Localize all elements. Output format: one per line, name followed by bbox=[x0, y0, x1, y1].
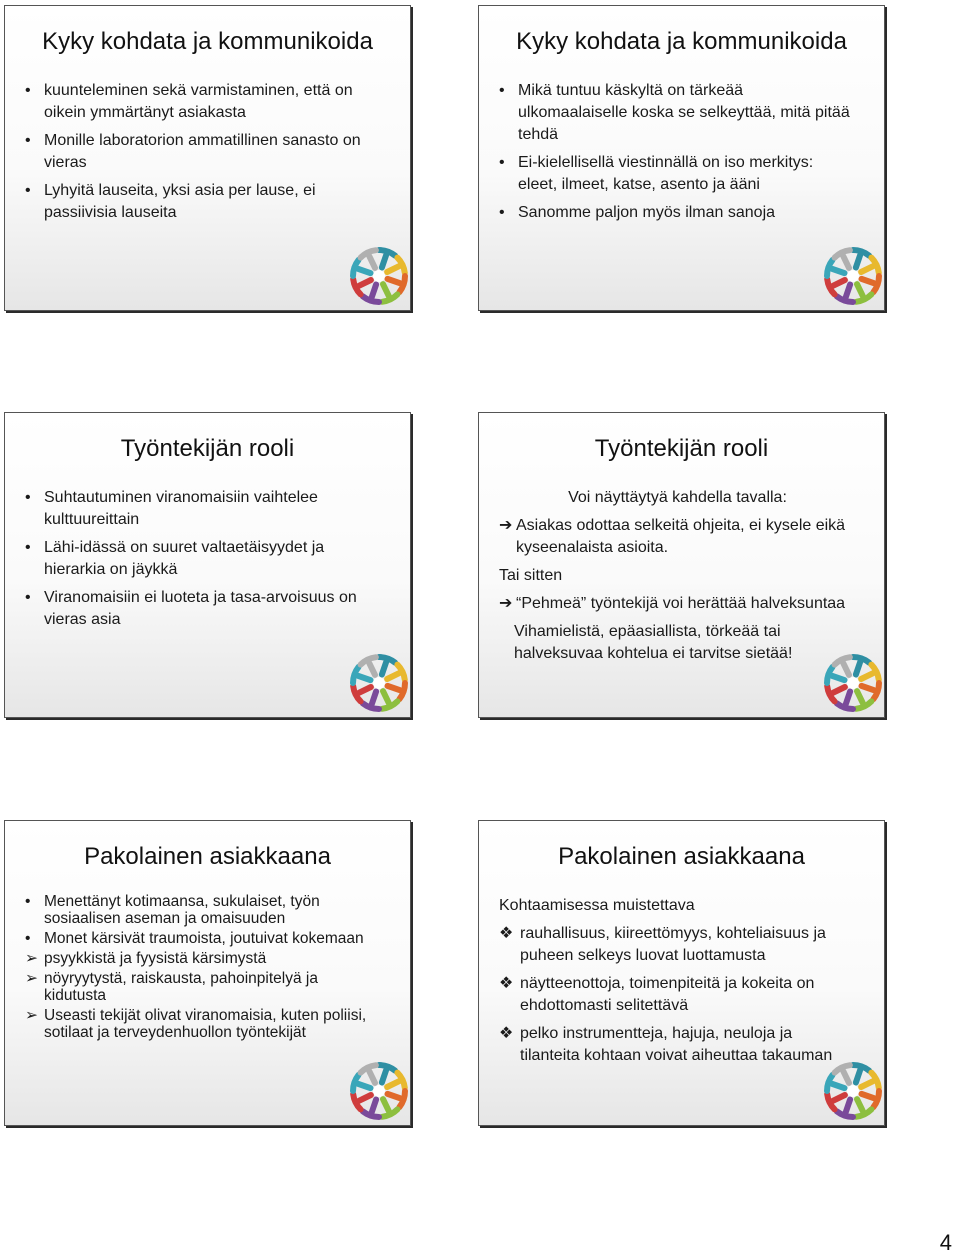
slide-body bbox=[25, 893, 382, 1044]
slide-title: Kyky kohdata ja kommunikoida bbox=[516, 28, 847, 55]
slide-3 bbox=[4, 412, 411, 718]
logo-center bbox=[373, 270, 385, 282]
diamond-bullet-icon: ❖ bbox=[499, 1025, 514, 1042]
middle-text: Tai sitten bbox=[499, 567, 563, 584]
logo-person bbox=[387, 673, 399, 679]
bullet-item: • Ei-kielellisellä viestinnällä on iso merkitys: eleet, ilmeet, katse, asento ja ääni bbox=[499, 154, 814, 193]
logo-person bbox=[861, 673, 873, 679]
logo-person bbox=[856, 255, 860, 267]
logo-center bbox=[847, 677, 859, 689]
people-circle-logo-icon bbox=[346, 1058, 411, 1124]
logo-person bbox=[846, 285, 850, 297]
logo-center bbox=[847, 1085, 859, 1097]
logo-person bbox=[372, 692, 376, 704]
logo-center bbox=[847, 270, 859, 282]
arrow-right-icon: ➔ bbox=[499, 517, 513, 534]
slide-title: Työntekijän rooli bbox=[120, 435, 295, 462]
closing-text: Vihamielistä, epäasiallista, törkeää tai halveksuvaa kohtelua ei tarvitse sietää! bbox=[514, 623, 793, 662]
slide-body bbox=[499, 80, 856, 230]
slide-title: Pakolainen asiakkaana bbox=[558, 843, 805, 870]
slide-1 bbox=[4, 5, 411, 311]
slide-body bbox=[25, 80, 382, 230]
diamond-bullet-item: ❖ rauhallisuus, kiireettömyys, kohteliaisuus ja puheen selkeys luovat luottamusta bbox=[499, 925, 826, 964]
logo-person bbox=[388, 686, 400, 690]
slide-body bbox=[499, 895, 856, 1073]
bullet-dot-icon: • bbox=[25, 893, 31, 910]
bullet-dot-icon: • bbox=[499, 82, 505, 99]
logo-person bbox=[372, 285, 376, 297]
diamond-bullet-icon: ❖ bbox=[499, 925, 514, 942]
bullet-item: • Monille laboratorion ammatillinen sanasto on vieras bbox=[25, 132, 361, 171]
slide-body bbox=[499, 487, 856, 671]
logo-person bbox=[359, 280, 371, 286]
sub-bullet-item: ➢ psyykkistä ja fyysistä kärsimystä bbox=[25, 950, 267, 967]
logo-person bbox=[846, 1100, 850, 1112]
bullet-dot-icon: • bbox=[25, 539, 31, 556]
slide-4 bbox=[478, 412, 885, 718]
logo-person bbox=[861, 1081, 873, 1087]
bullet-dot-icon: • bbox=[25, 82, 31, 99]
logo-person bbox=[857, 1099, 863, 1111]
logo-person bbox=[857, 284, 863, 296]
bullet-item: • Lyhyitä lauseita, yksi asia per lause, ei passiivisia lauseita bbox=[25, 182, 316, 221]
bullet-item: • Mikä tuntuu käskyltä on tärkeää ulkomaalaiselle koska se selkeyttää, mitä pitää tehdä bbox=[499, 82, 850, 143]
arrow-right-icon: ➔ bbox=[499, 595, 513, 612]
logo-person bbox=[383, 284, 389, 296]
page-number: 4 bbox=[939, 1230, 952, 1255]
people-circle-logo-icon bbox=[346, 243, 411, 309]
slide-title: Pakolainen asiakkaana bbox=[84, 843, 331, 870]
intro-text: Voi näyttäytyä kahdella tavalla: bbox=[568, 489, 787, 506]
people-circle-logo-icon bbox=[820, 650, 885, 716]
logo-person bbox=[856, 662, 860, 674]
diamond-bullet-icon: ❖ bbox=[499, 975, 514, 992]
chevron-right-icon: ➢ bbox=[25, 970, 38, 987]
bullet-dot-icon: • bbox=[25, 182, 31, 199]
logo-person bbox=[843, 663, 849, 675]
slide-body bbox=[25, 487, 382, 637]
logo-person bbox=[383, 691, 389, 703]
sub-bullet-item: ➢ nöyryytystä, raiskausta, pahoinpitelyä ja kidutusta bbox=[25, 970, 318, 1004]
logo-person bbox=[359, 1095, 371, 1101]
sub-bullet-item: ➢ Useasti tekijät olivat viranomaisia, kuten poliisi, sotilaat ja terveydenhuollon työntekijät bbox=[25, 1007, 367, 1041]
people-circle-logo-icon bbox=[820, 1058, 885, 1124]
logo-person bbox=[833, 280, 845, 286]
arrow-item: ➔ Asiakas odottaa selkeitä ohjeita, ei kysele eikä kyseenalaista asioita. bbox=[499, 517, 846, 556]
logo-person bbox=[388, 279, 400, 283]
logo-person bbox=[862, 279, 874, 283]
logo-person bbox=[846, 692, 850, 704]
logo-person bbox=[833, 687, 845, 693]
bullet-dot-icon: • bbox=[499, 204, 505, 221]
logo-person bbox=[382, 1070, 386, 1082]
slide-5 bbox=[4, 820, 411, 1126]
diamond-bullet-item: ❖ pelko instrumentteja, hajuja, neuloja ja tilanteita kohtaan voivat aiheuttaa takauman bbox=[499, 1025, 833, 1064]
bullet-dot-icon: • bbox=[499, 154, 505, 171]
logo-person bbox=[832, 1084, 844, 1088]
slide-title: Työntekijän rooli bbox=[594, 435, 769, 462]
chevron-right-icon: ➢ bbox=[25, 1007, 38, 1024]
intro-text: Kohtaamisessa muistettava bbox=[499, 897, 695, 914]
logo-person bbox=[372, 1100, 376, 1112]
logo-person bbox=[387, 266, 399, 272]
people-circle-logo-icon bbox=[346, 650, 411, 716]
bullet-item: • Monet kärsivät traumoista, joutuivat kokemaan bbox=[25, 930, 364, 947]
logo-person bbox=[359, 687, 371, 693]
logo-center bbox=[373, 1085, 385, 1097]
logo-person bbox=[358, 269, 370, 273]
logo-person bbox=[358, 676, 370, 680]
logo-person bbox=[358, 1084, 370, 1088]
logo-person bbox=[862, 686, 874, 690]
bullet-dot-icon: • bbox=[25, 589, 31, 606]
logo-person bbox=[382, 255, 386, 267]
bullet-dot-icon: • bbox=[25, 132, 31, 149]
bullet-item: • Sanomme paljon myös ilman sanoja bbox=[499, 202, 856, 224]
logo-person bbox=[861, 266, 873, 272]
bullet-dot-icon: • bbox=[25, 489, 31, 506]
bullet-item: • Suhtautuminen viranomaisiin vaihtelee kulttuureittain bbox=[25, 489, 318, 528]
bullet-dot-icon: • bbox=[25, 930, 31, 947]
logo-person bbox=[856, 1070, 860, 1082]
logo-person bbox=[862, 1094, 874, 1098]
logo-person bbox=[388, 1094, 400, 1098]
logo-person bbox=[369, 663, 375, 675]
logo-person bbox=[369, 256, 375, 268]
slide-2 bbox=[478, 5, 885, 311]
people-circle-logo-icon bbox=[820, 243, 885, 309]
logo-person bbox=[832, 676, 844, 680]
logo-person bbox=[383, 1099, 389, 1111]
logo-person bbox=[369, 1071, 375, 1083]
diamond-bullet-item: ❖ näytteenottoja, toimenpiteitä ja kokeita on ehdottomasti selitettävä bbox=[499, 975, 815, 1014]
logo-center bbox=[373, 677, 385, 689]
logo-person bbox=[833, 1095, 845, 1101]
logo-person bbox=[387, 1081, 399, 1087]
logo-person bbox=[843, 256, 849, 268]
slide-title: Kyky kohdata ja kommunikoida bbox=[42, 28, 373, 55]
bullet-item: • Lähi-idässä on suuret valtaetäisyydet ja hierarkia on jäykkä bbox=[25, 539, 325, 578]
bullet-item: • Viranomaisiin ei luoteta ja tasa-arvoisuus on vieras asia bbox=[25, 589, 357, 628]
logo-person bbox=[857, 691, 863, 703]
logo-person bbox=[382, 662, 386, 674]
chevron-right-icon: ➢ bbox=[25, 950, 38, 967]
bullet-item: • Menettänyt kotimaansa, sukulaiset, työn sosiaalisen aseman ja omaisuuden bbox=[25, 893, 320, 927]
logo-person bbox=[832, 269, 844, 273]
slide-6 bbox=[478, 820, 885, 1126]
bullet-item: • kuunteleminen sekä varmistaminen, että on oikein ymmärtänyt asiakasta bbox=[25, 82, 353, 121]
logo-person bbox=[843, 1071, 849, 1083]
arrow-item: ➔ “Pehmeä” työntekijä voi herättää halveksuntaa bbox=[499, 593, 856, 615]
